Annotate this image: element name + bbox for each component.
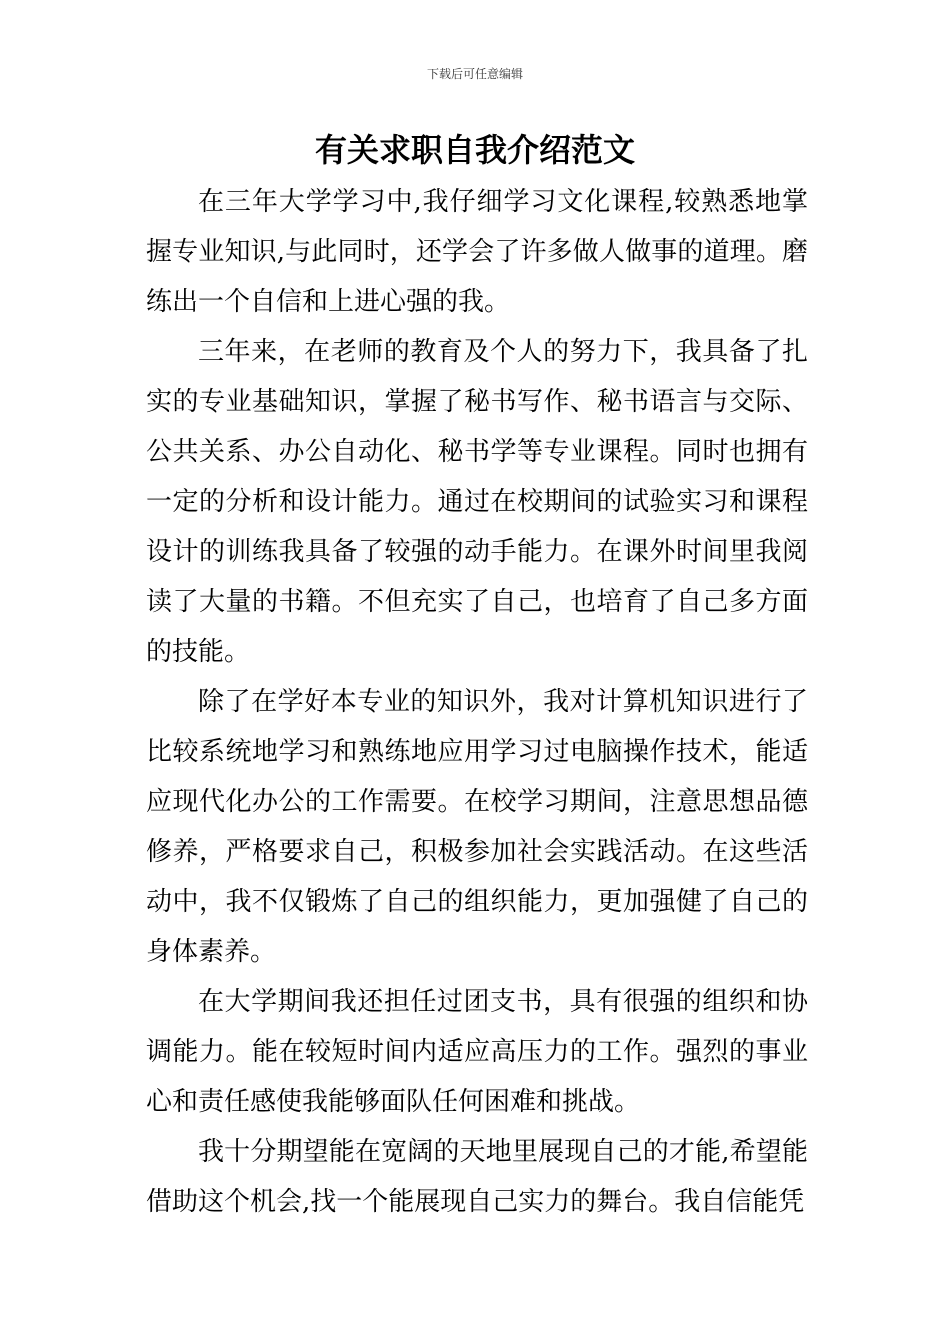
paragraph-5: 我十分期望能在宽阔的天地里展现自己的才能,希望能借助这个机会,找一个能展现自己实力的舞台。我自信能凭 [146,1137,808,1217]
page-header-note: 下载后可任意编辑 [426,67,523,81]
document-title: 有关求职自我介绍范文 [314,131,635,169]
paragraph-2: 三年来，在老师的教育及个人的努力下，我具备了扎实的专业基础知识，掌握了秘书写作、秘书语言与交际、公共关系、办公自动化、秘书学等专业课程。同时也拥有一定的分析和设计能力。通过在校期间的试验实习和课程设计的训练我具备了较强的动手能力。在课外时间里我阅读了大量的书籍。不但充实了自己，也培育了自己多方面的技能。 [146,337,808,667]
paragraph-3: 除了在学好本专业的知识外，我对计算机知识进行了比较系统地学习和熟练地应用学习过电脑操作技术，能适应现代化办公的工作需要。在校学习期间，注意思想品德修养，严格要求自己，积极参加社会实践活动。在这些活动中，我不仅锻炼了自己的组织能力，更加强健了自己的身体素养。 [146,687,808,967]
paragraph-4: 在大学期间我还担任过团支书，具有很强的组织和协调能力。能在较短时间内适应高压力的工作。强烈的事业心和责任感使我能够面队任何困难和挑战。 [146,987,808,1117]
paragraph-1: 在三年大学学习中,我仔细学习文化课程,较熟悉地掌握专业知识,与此同时，还学会了许多做人做事的道理。磨练出一个自信和上进心强的我。 [146,187,808,317]
document-body [146,177,808,1227]
